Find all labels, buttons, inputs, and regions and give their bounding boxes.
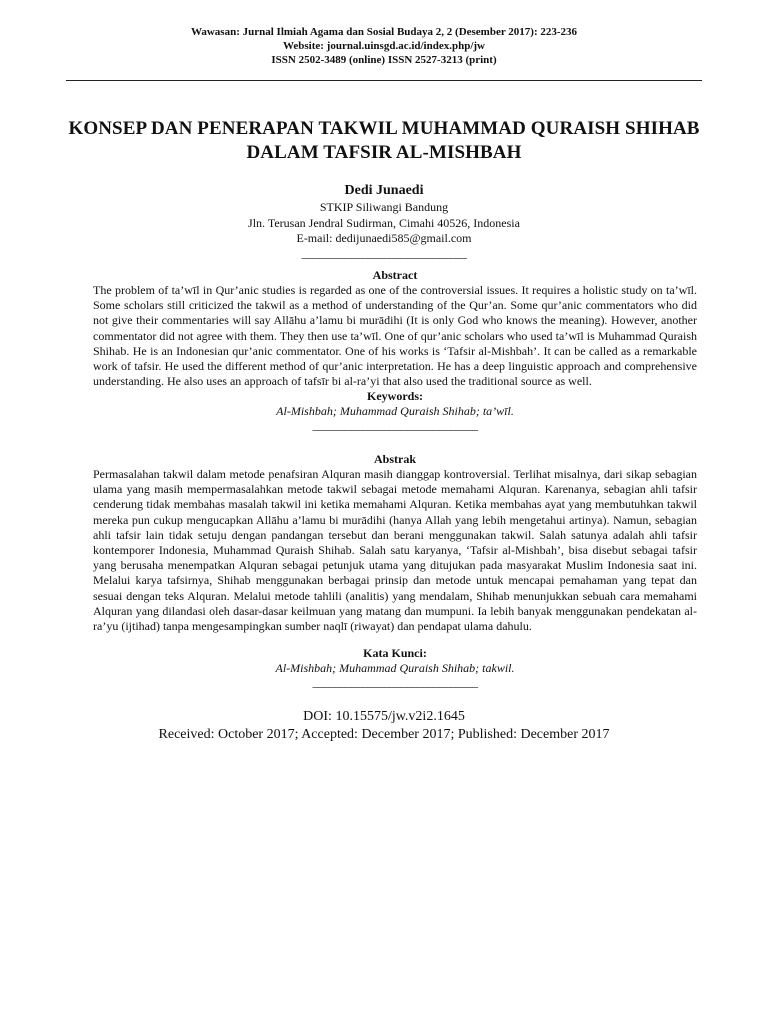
- abstract-en-text: The problem of ta’wīl in Qur’anic studies is regarded as one of the controversial issues. It requires a holistic study on ta’wīl. Some scholars still criticized the takwil as a method of understanding of the Qur’an. Some qur’anic commentators who did not give their commentaries will say Allāhu a’lamu bi murādihi (It is only God who knows the meaning). However, another commentator did not agree with them. They then use ta’wīl. One of qur’anic scholars who used ta’wīl is Muhammad Quraish Shihab. He is an Indonesian qur’anic commentator. One of his works is ‘Tafsir al-Mishbah’. It can be called as a remarkable work of tafsir. He used the different method of qur’anic interpretation. He has a deep linguistic approach and comprehensive understanding. He also uses an approach of tafsīr bi al-ra’yi that also used the traditional source as well.: [93, 283, 697, 389]
- author-name: Dedi Junaedi: [344, 183, 424, 198]
- abstract-en-section: [93, 268, 697, 431]
- keywords-en-heading: Keywords:: [367, 389, 423, 404]
- doi: DOI: 10.15575/jw.v2i2.1645: [303, 709, 465, 724]
- spacer: [93, 634, 697, 646]
- abstract-id-heading: Abstrak: [373, 452, 416, 466]
- journal-website: Website: journal.uinsgd.ac.id/index.php/jw: [282, 40, 486, 52]
- abstract-id-section: [93, 452, 697, 688]
- author-email: E-mail: dedijunaedi585@gmail.com: [296, 231, 472, 245]
- journal-issn: ISSN 2502-3489 (online) ISSN 2527-3213 (print): [271, 54, 497, 66]
- abstract-en-heading: Abstract: [372, 268, 418, 282]
- header-rule: [66, 80, 702, 81]
- author-address: Jln. Terusan Jendral Sudirman, Cimahi 40526, Indonesia: [248, 215, 520, 230]
- separator: ______________________________: [312, 418, 478, 433]
- journal-header: [0, 25, 768, 67]
- journal-citation: Wawasan: Jurnal Ilmiah Agama dan Sosial Budaya 2, 2 (Desember 2017): 223-236: [190, 26, 578, 38]
- keywords-id-heading: Kata Kunci:: [363, 646, 427, 661]
- separator: ______________________________: [312, 675, 478, 690]
- separator: ______________________________: [301, 245, 467, 260]
- author-institution: STKIP Siliwangi Bandung: [319, 200, 449, 214]
- keywords-id: Al-Mishbah; Muhammad Quraish Shihab; takwil.: [275, 661, 515, 676]
- keywords-en: Al-Mishbah; Muhammad Quraish Shihab; ta’wīl.: [276, 404, 514, 419]
- article-title: KONSEP DAN PENERAPAN TAKWIL MUHAMMAD QURAISH SHIHAB DALAM TAFSIR AL-MISHBAH: [68, 118, 700, 163]
- abstract-id-text: Permasalahan takwil dalam metode penafsiran Alquran masih dianggap kontroversial. Terlihat misalnya, dari sikap sebagian ulama yang masih mempermasalahkan metode takwil sebagai metode memahami Alquran. Karenanya, sebagian ahli tafsir cenderung tidak membahas masalah takwil ini ketika memahami Alquran. Ketika membahas ayat yang membutuhkan takwil mereka pun cukup mengucapkan Allāhu a’lamu bi murādihi (hanya Allah yang lebih mengetahui artinya). Namun, sebagian ahli tafsir lain tidak setuju dengan pandangan tersebut dan berani menggunakan takwil. Salah satunya adalah ahli tafsir kontemporer Indonesia, Muhammad Quraish Shihab. Salah satu karyanya, ‘Tafsir al-Mishbah’, bisa disebut sebagai tafsir yang berusaha menempatkan Alquran sebagai petunjuk utama yang ditujukan pada masyarakat Muslim Indonesia saat ini. Melalui karya tafsirnya, Shihab menggunakan berbagai prinsip dan metode untuk mencapai pemahaman yang tepat dan sesuai dengan teks Alquran. Melalui metode tahlili (analitis) yang mendalam, Shihab menunjukkan sebuah cara memahami Alquran yang dilandasi oleh dasar-dasar keilmuan yang matang dan mumpuni. Ia lebih banyak menggunakan pendekatan al-ra’yu (ijtihad) tanpa mengesampingkan sumber naqlī (riwayat) dan pendapat ulama dahulu.: [93, 467, 697, 634]
- article-dates: Received: October 2017; Accepted: December 2017; Published: December 2017: [158, 727, 610, 742]
- author-affiliation: [0, 200, 768, 259]
